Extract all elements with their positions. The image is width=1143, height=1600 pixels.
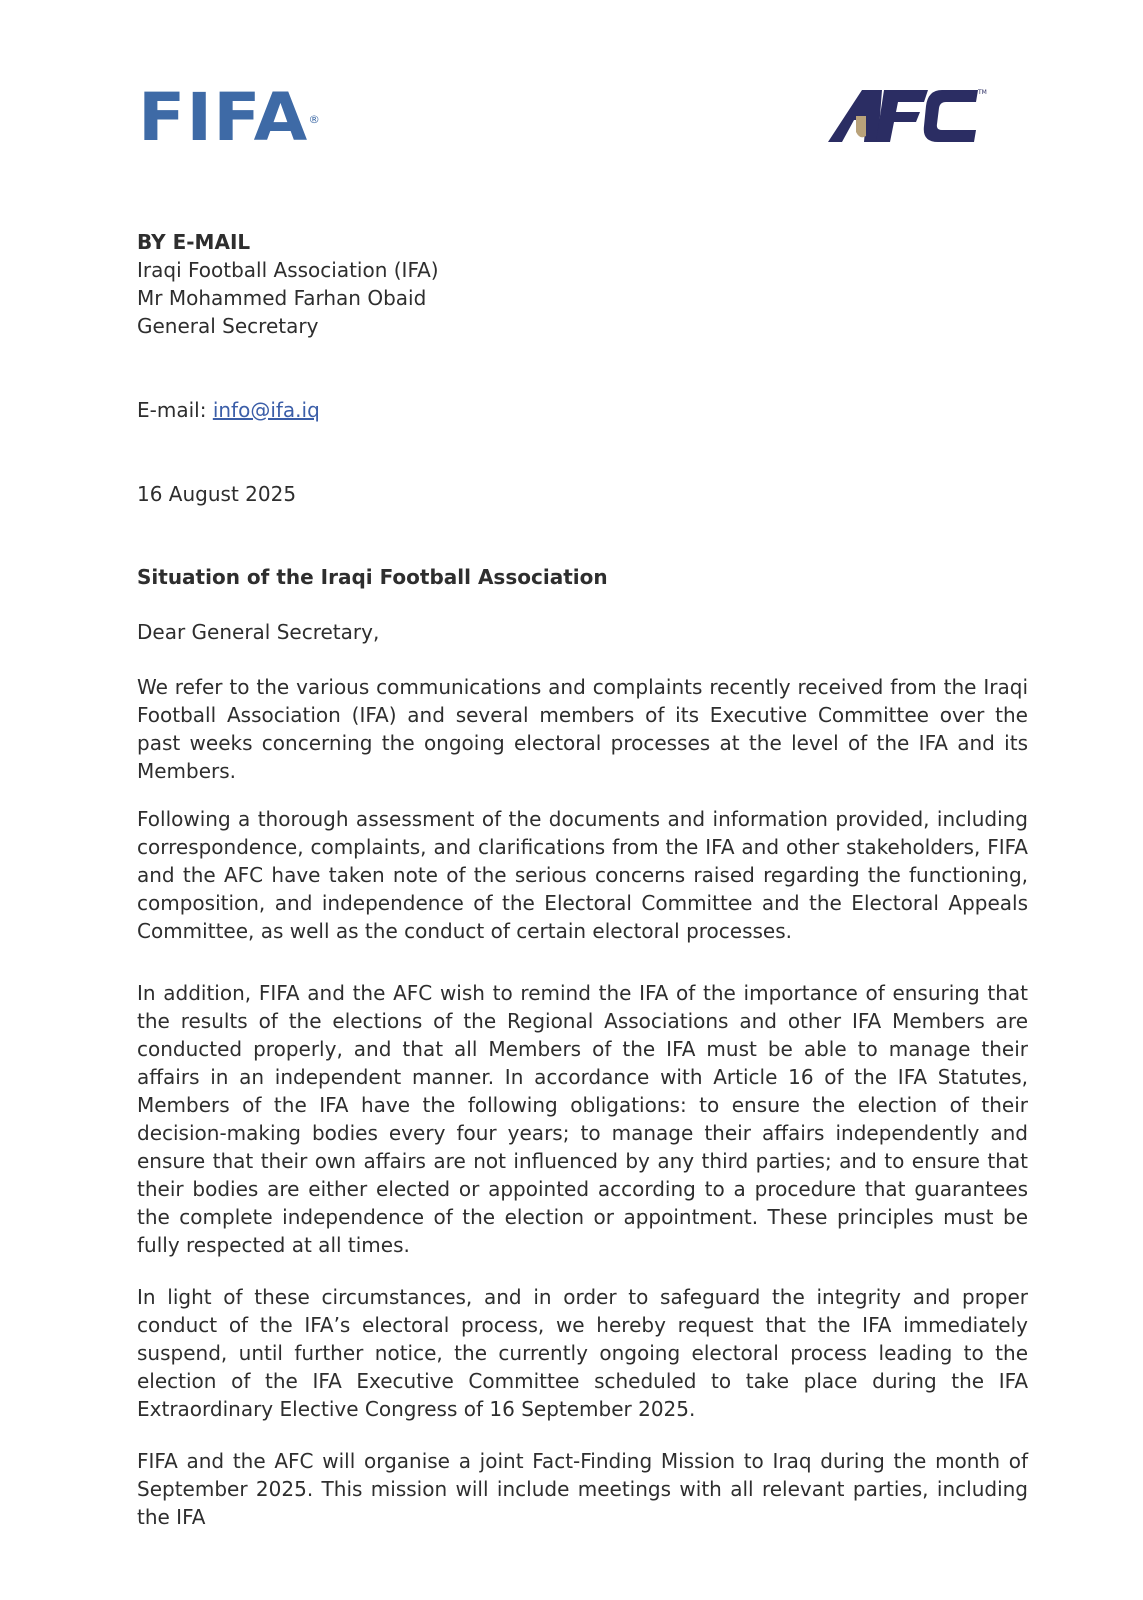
paragraph-4: In light of these circumstances, and in order to safeguard the integrity and proper conduct of the IFA’s electoral process, we hereby request that the IFA immediately suspend, until further notice, the currently ongoing electoral process leading to the election of the IFA Executive Committee scheduled to take place during the IFA Extraordinary Elective Congress of 16 September 2025. xyxy=(137,1285,1028,1421)
paragraph-2: Following a thorough assessment of the documents and information provided, including correspondence, complaints, and clarifications from the IFA and other stakeholders, FIFA and the AFC have taken note of the serious concerns raised regarding the functioning, composition, and independence of the Electoral Committee and the Electoral Appeals Committee, as well as the conduct of certain electoral processes. xyxy=(137,807,1028,943)
letter-body xyxy=(137,228,1028,1531)
recipient-title: General Secretary xyxy=(137,314,319,338)
recipient-organisation: Iraqi Football Association (IFA) xyxy=(137,258,439,282)
delivery-method: BY E-MAIL xyxy=(137,230,251,254)
letter-subject: Situation of the Iraqi Football Association xyxy=(137,565,608,589)
paragraph-5: FIFA and the AFC will organise a joint Fact-Finding Mission to Iraq during the month of September 2025. This mission will include meetings with all relevant parties, including the IFA xyxy=(137,1449,1028,1529)
salutation: Dear General Secretary, xyxy=(137,620,380,644)
email-label: E-mail: xyxy=(137,398,213,422)
paragraph-3: In addition, FIFA and the AFC wish to remind the IFA of the importance of ensuring that the results of the elections of the Regional Associations and other IFA Members are conducted properly, and that all Members of the IFA must be able to manage their affairs in an independent manner. In accordance with Article 16 of the IFA Statutes, Members of the IFA have the following obligations: to ensure the election of their decision-making bodies every four years; to manage their affairs independently and ensure that their own affairs are not influenced by any third parties; and to ensure that their bodies are either elected or appointed according to a procedure that guarantees the complete independence of the election or appointment. These principles must be fully respected at all times. xyxy=(137,981,1028,1257)
paragraph-1: We refer to the various communications and complaints recently received from the Iraqi Football Association (IFA) and several members of its Executive Committee over the past weeks concerning the ongoing electoral processes at the level of the IFA and its Members. xyxy=(137,675,1028,783)
svg-text:TM: TM xyxy=(978,89,987,96)
fifa-logo xyxy=(138,79,321,156)
afc-logo xyxy=(828,86,988,148)
email-line xyxy=(137,396,1028,424)
registered-mark: ® xyxy=(308,113,321,126)
recipient-name: Mr Mohammed Farhan Obaid xyxy=(137,286,427,310)
fifa-logo-text: FIFA xyxy=(138,79,309,156)
letter-date: 16 August 2025 xyxy=(137,482,297,506)
email-link[interactable]: info@ifa.iq xyxy=(212,398,320,422)
